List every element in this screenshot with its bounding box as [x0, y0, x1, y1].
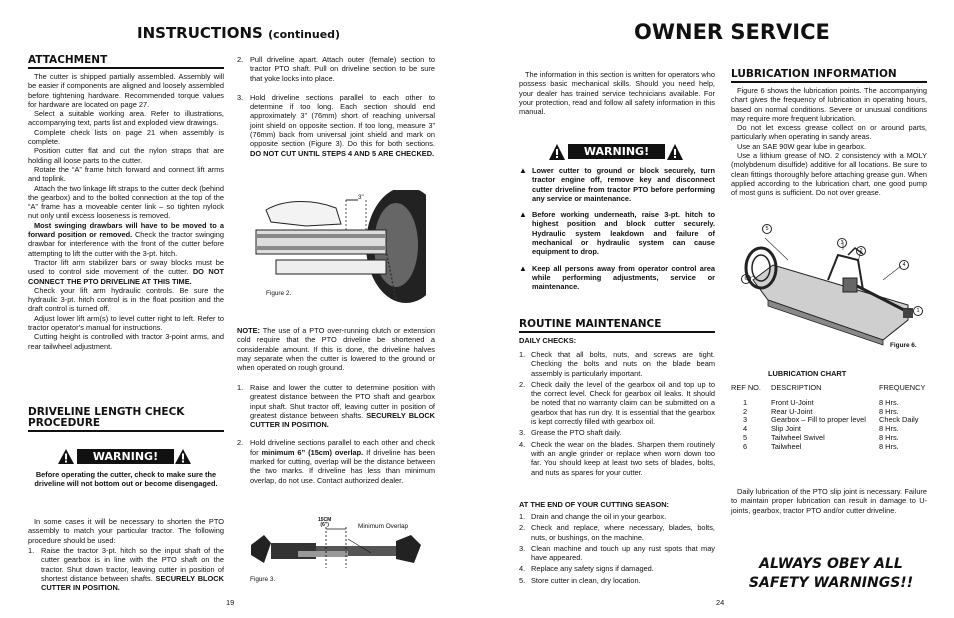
figure-2-callout: 3"	[358, 194, 364, 201]
ref-no: 5	[743, 432, 748, 442]
season-list	[519, 512, 715, 585]
warning-banner: WARNING!	[568, 144, 665, 159]
attachment-para: Cutting height is controlled with tractor 3-point arms, and rear tailwheel adjustment.	[28, 332, 224, 351]
warning-triangle-icon	[549, 144, 565, 160]
frequency: 8 Hrs.	[879, 441, 899, 451]
sway-text: Tractor lift arm stabilizer bars or sway blocks must be used to control side movement of the cutter.	[28, 257, 224, 277]
figure-3-callout	[318, 518, 331, 528]
attachment-para: Position cutter flat and cut the nylon straps that are holding all loose parts to the cutter.	[28, 146, 224, 165]
safety-slogan	[733, 555, 929, 593]
list-item: Check and replace, where necessary, blades, bolts, nuts, or bushings, on the machine.	[531, 523, 715, 542]
drawbar-rest: Check the tractor swinging drawbar for interference with the front of the cutter before attempting to lift the cutter with the 3-pt. hitch.	[28, 230, 225, 258]
attachment-body	[28, 72, 224, 351]
instructions-title-suffix: (continued)	[268, 28, 341, 41]
description: Slip Joint	[771, 424, 801, 434]
list-item: Drain and change the oil in your gearbox.	[531, 512, 667, 521]
season-heading: AT THE END OF YOUR CUTTING SEASON:	[519, 500, 670, 509]
figure-6-callout: 3	[837, 238, 847, 248]
step-text: Raise and lower the cutter to determine position with greatest distance between the PTO shaft and gearbox input shaft. Shut tractor off, leaving cutter in position of greatest distance between shafts.	[250, 383, 435, 420]
triangle-bullet-icon: ▲	[519, 166, 527, 175]
step-number: 1.	[237, 383, 244, 392]
warning-triangle-icon	[175, 449, 191, 464]
list-number: 3.	[519, 428, 526, 438]
attachment-para: Attach the two linkage lift straps to the cutter deck (behind the gearbox) and to the bolted connection at the top of the “A” frame has a moveable center link – so tighten nylock nut only until excess looseness is removed.	[28, 183, 224, 221]
attachment-para: The cutter is shipped partially assembled. Assembly will be easier if components are aligned and loosely assembled before tightening hardware. Recommended torque values for hardware are located on page 27.	[28, 72, 224, 109]
lubrication-chart-title: LUBRICATION CHART	[768, 369, 847, 378]
column-header: FREQUENCY	[879, 383, 926, 392]
drawbar-bold: Most swinging drawbars will have to be moved to a forward position or removed.	[28, 220, 224, 240]
description: Tailwheel	[771, 441, 802, 451]
driveline-step-1	[28, 546, 224, 592]
bullet-text: Lower cutter to ground or block securely, turn tractor engine off, remove key and disconnect cutter driveline from tractor PTO before performing any service or maintenance.	[532, 166, 715, 203]
frequency: 8 Hrs.	[879, 432, 899, 442]
lubrication-heading: LUBRICATION INFORMATION	[731, 68, 897, 80]
step-number: 3.	[237, 92, 244, 102]
driveline-heading-line2: PROCEDURE	[28, 417, 101, 429]
daily-checks-heading: DAILY CHECKS:	[519, 336, 577, 345]
step-bold: minimum 6” (15cm) overlap.	[261, 447, 364, 457]
figure-2-label: Figure 2.	[266, 290, 292, 297]
instructions-title-text: INSTRUCTIONS	[137, 24, 263, 42]
frequency: Check Daily	[879, 415, 919, 425]
step-number: 1.	[28, 546, 35, 555]
page-number-right: 24	[716, 598, 725, 607]
frequency: 8 Hrs.	[879, 406, 899, 416]
instructions-title	[137, 24, 340, 42]
note-bold: NOTE:	[237, 326, 260, 335]
list-number: 5.	[519, 575, 526, 585]
lubrication-para: Figure 6 shows the lubrication points. The accompanying chart gives the frequency of lubrication in operating hours, based on normal conditions. Severe or unusual conditions may require more frequent lubrication.	[731, 86, 927, 123]
pto-note	[237, 326, 435, 372]
attachment-para: Rotate the “A” frame hitch forward and connect lift arms and toplink.	[28, 164, 224, 184]
list-item: Check that all bolts, nuts, and screws are tight. Checking the bolts and nuts on the blade beam assembly is particularly important.	[531, 350, 715, 378]
description: Tailwheel Swivel	[771, 432, 825, 442]
figure-6	[733, 220, 928, 352]
drawbar-para	[28, 221, 224, 258]
list-item: Grease the PTO shaft daily.	[531, 428, 622, 438]
driveline-steps-2-3	[237, 55, 435, 158]
attachment-para: Complete check lists on page 21 when assembly is complete.	[28, 127, 224, 147]
driveline-heading-rule	[28, 430, 224, 432]
lubrication-chart-header	[731, 384, 927, 393]
triangle-bullet-icon: ▲	[519, 210, 527, 220]
warning-banner: WARNING!	[77, 449, 174, 464]
frequency: 8 Hrs.	[879, 424, 899, 434]
step-bold: SECURELY BLOCK CUTTER IN POSITION.	[41, 573, 224, 593]
step-text: If driveline has been marked for cutting, overlap will be the distance between the two marks. If driveline has less than minimum overlap, do not use. Contact authorized dealer.	[250, 447, 435, 485]
triangle-bullet-icon: ▲	[519, 263, 527, 273]
lubrication-para: Do not let excess grease collect on or around parts, particularly when operating in sandy areas.	[731, 123, 927, 142]
figure-6-callout: 6	[741, 274, 751, 284]
ref-no: 4	[743, 424, 748, 434]
figure-3	[246, 513, 436, 588]
column-header: REF NO.	[731, 383, 761, 392]
figure-6-callout: 4	[899, 260, 909, 270]
page-number-left: 19	[226, 598, 235, 607]
attachment-heading: ATTACHMENT	[28, 54, 108, 66]
daily-checks-list	[519, 350, 715, 477]
lubrication-closing: Daily lubrication of the PTO slip joint is necessary. Failure to maintain proper lubrication can result in damage to U-joints, gearbox, tractor PTO and/or cutter driveline.	[731, 487, 927, 515]
figure-6-callout: 2	[856, 246, 866, 256]
step-number: 2.	[237, 55, 244, 64]
safety-bullets	[519, 166, 715, 299]
step-bold: DO NOT CUT UNTIL STEPS 4 AND 5 ARE CHECKED.	[250, 148, 435, 158]
step-number: 2.	[237, 438, 244, 448]
driveline-heading-line1: DRIVELINE LENGTH CHECK	[28, 406, 185, 418]
lubrication-para: Use an SAE 90W gear lube in gearbox.	[737, 141, 867, 151]
step-bold: SECURELY BLOCK CUTTER IN POSITION.	[250, 410, 435, 430]
sway-para	[28, 258, 224, 286]
figure-3-callout-metric: 15CM	[318, 517, 332, 523]
routine-heading-rule	[519, 331, 715, 333]
bullet-text: Before working underneath, raise 3-pt. hitch to highest position and block cutter securely. Hydraulic system leakdown and failure of mechanical or hydraulic system can cause equipment to drop.	[532, 210, 715, 257]
lubrication-heading-rule	[731, 81, 927, 83]
ref-no: 2	[743, 406, 748, 416]
figure-6-label: Figure 6.	[890, 342, 917, 349]
attachment-para: Check your lift arm hydraulic controls. Be sure the hydraulic 3-pt. hitch control is in the float position and the draft control is turned off.	[28, 285, 224, 314]
ref-no: 6	[743, 441, 748, 451]
safety-bullet	[519, 264, 715, 292]
figure-6-callout: 1	[913, 306, 923, 316]
attachment-para: Select a suitable working area. Refer to illustrations, accompanying text, parts list and exploded view drawings.	[28, 109, 224, 128]
description: Front U-Joint	[771, 397, 814, 407]
bullet-text: Keep all persons away from operator control area while performing adjustments, service or maintenance.	[532, 263, 715, 292]
description: Rear U-Joint	[771, 406, 813, 416]
attachment-heading-rule	[28, 67, 224, 69]
step-text: Raise the tractor 3-pt. hitch so the input shaft of the cutter gearbox is in line with the PTO shaft on the tractor. Shut down tractor, leaving cutter in position of shortest distance between shafts.	[41, 546, 224, 583]
column-header: DESCRIPTION	[771, 383, 822, 392]
figure-6-illustration	[733, 220, 928, 352]
safety-bullet	[519, 210, 715, 256]
list-number: 4.	[519, 564, 526, 574]
list-number: 1.	[519, 350, 526, 359]
figure-3-overlap: Minimum Overlap	[358, 523, 409, 530]
driveline-intro: In some cases it will be necessary to shorten the PTO assembly to match your particular tractor. The following procedure should be used:	[28, 517, 224, 545]
warning-triangle-icon	[667, 144, 683, 160]
figure-3-callout-imperial: (6")	[320, 522, 329, 528]
list-item: Check daily the level of the gearbox oil and top up to the correct level. Check for gearbox oil leaks. It should be noted that no warranty claim can be submitted on a gearbox that has run dry. It is essential that the gearbox is kept correctly filled with gearbox oil.	[531, 379, 715, 427]
list-item: Clean machine and touch up any rust spots that may have appeared.	[531, 543, 715, 563]
sway-bold: DO NOT CONNECT THE PTO DRIVELINE AT THIS TIME.	[28, 267, 225, 286]
list-number: 2.	[519, 523, 526, 533]
driveline-heading	[28, 407, 184, 429]
note-text: The use of a PTO over-running clutch or extension cold require that the PTO driveline be shortened a considerable amount. If this is done, the driveline halves may separate when the cutter is lowered to the ground or when operated on rough ground.	[237, 326, 435, 373]
overlap-steps	[237, 383, 435, 485]
warning-triangle-icon	[58, 449, 74, 464]
ref-no: 3	[743, 415, 748, 425]
owner-service-intro: The information in this section is written for operators who possess basic mechanical skills. Should you need help, your dealer has trained service technicians available. For your protection, read and follow all safety information in this manual.	[519, 70, 715, 117]
list-number: 2.	[519, 379, 526, 389]
figure-2	[246, 190, 426, 305]
driveline-warning-text: Before operating the cutter, check to make sure the driveline will not bottom out or become disengaged.	[34, 470, 218, 489]
table-row	[731, 443, 927, 452]
ref-no: 1	[743, 397, 748, 407]
step-text: Hold driveline sections parallel to each other to determine if too long. Each section should end approximately 3” (76mm) short of reaching universal joint shield on opposite section. If too long, measure 3” (76mm) back from universal joint shield and mark on opposite section (Figure 3). Do this for both sections.	[250, 92, 435, 149]
attachment-para: Adjust lower lift arm(s) to level cutter right to left. Refer to tractor operator’s manual for instructions.	[28, 313, 224, 333]
figure-6-callout: 5	[762, 224, 772, 234]
list-number: 4.	[519, 439, 526, 449]
list-item: Replace any safety signs if damaged.	[531, 564, 654, 574]
lubrication-body	[731, 86, 927, 198]
owner-service-title: OWNER SERVICE	[634, 20, 830, 44]
frequency: 8 Hrs.	[879, 397, 899, 407]
safety-bullet	[519, 166, 715, 203]
description: Gearbox – Fill to proper level	[771, 415, 866, 425]
lubrication-para: Use a lithium grease of NO. 2 consistency with a MOLY (molybdenum disulfide) additive for all locations. Be sure to clean fittings thoroughly before attaching grease gun. When applied according to the lubrication chart, one good pump of most guns is sufficient. Do not over grease.	[731, 151, 927, 198]
figure-3-label: Figure 3.	[250, 576, 276, 583]
figure-2-illustration	[246, 190, 426, 305]
list-item: Check the wear on the blades. Sharpen them routinely with an angle grinder or replace when worn down too far. You should keep at least two sets of blades, bolts, and nuts as spares for your cutter.	[531, 439, 715, 477]
list-number: 3.	[519, 543, 526, 553]
safety-slogan-line1: ALWAYS OBEY ALL	[759, 556, 903, 572]
step-text: Pull driveline apart. Attach outer (female) section to tractor PTO shaft. Pull on driveline section to be sure that yoke locks into place.	[250, 55, 435, 83]
step-pre: Hold driveline sections parallel to each other and check for	[250, 438, 435, 457]
routine-maintenance-heading: ROUTINE MAINTENANCE	[519, 318, 662, 330]
list-number: 1.	[519, 512, 526, 521]
lubrication-chart	[731, 384, 927, 452]
list-item: Store cutter in clean, dry location.	[531, 575, 641, 585]
safety-slogan-line2: SAFETY WARNINGS!!	[748, 575, 914, 591]
